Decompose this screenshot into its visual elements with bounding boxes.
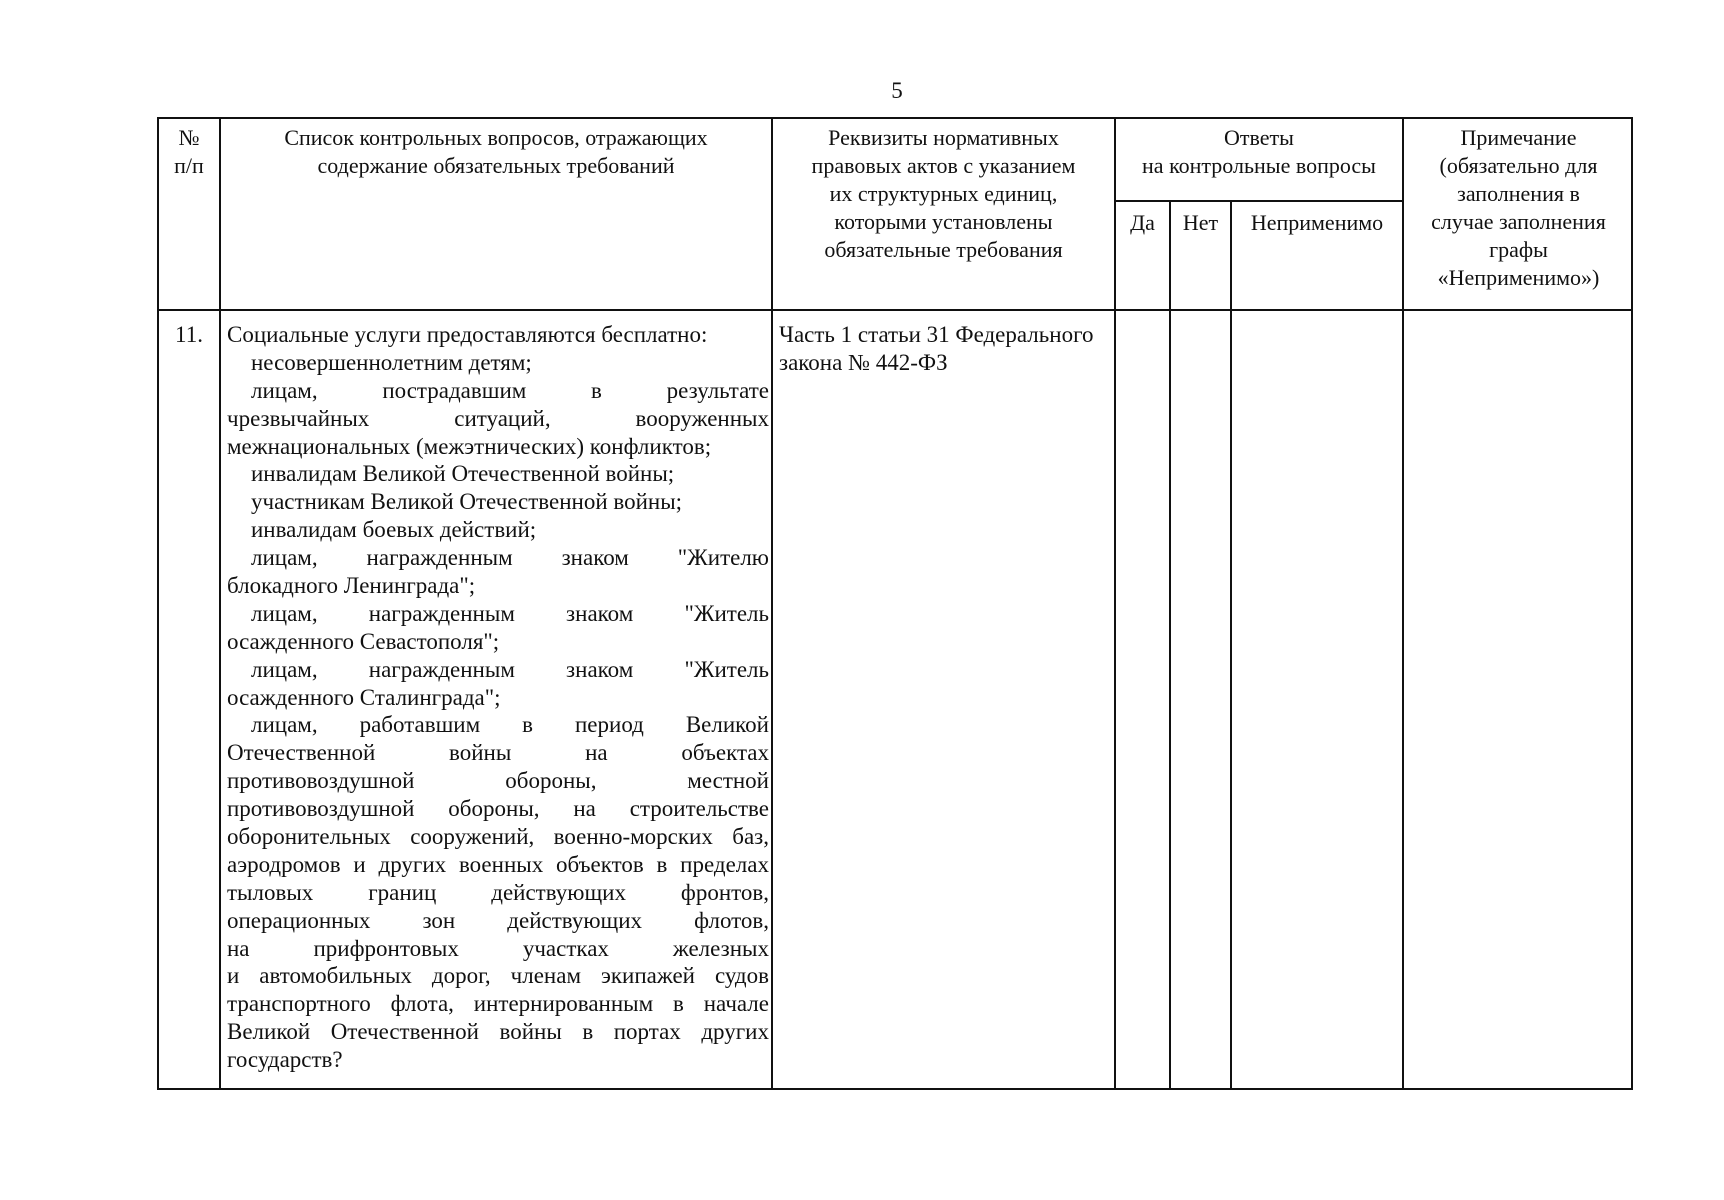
question-line: чрезвычайных ситуаций, вооруженных — [227, 405, 769, 431]
question-line: лицам, пострадавшим в результате — [251, 377, 769, 403]
question-line: Великой Отечественной войны в портах других — [227, 1019, 769, 1045]
column-divider — [1169, 200, 1171, 1088]
question-line: лицам, работавшим в период Великой — [251, 712, 769, 738]
question-line: инвалидам боевых действий; — [251, 517, 537, 543]
question-line: блокадного Ленинграда"; — [227, 573, 476, 599]
question-text — [227, 321, 769, 1074]
question-line: несовершеннолетним детям; — [251, 349, 532, 375]
question-line: участникам Великой Отечественной войны; — [251, 489, 683, 515]
question-line: оборонительных сооружений, военно-морских баз, — [227, 824, 769, 850]
question-line: на прифронтовых участках железных — [227, 935, 769, 961]
question-line: противовоздушной обороны, на строительстве — [227, 796, 769, 822]
question-line: межнациональных (межэтнических) конфликтов; — [227, 433, 712, 459]
answer-not-applicable-cell[interactable] — [1237, 315, 1402, 1084]
answers-subheader-divider — [1114, 200, 1402, 202]
answer-yes-cell[interactable] — [1121, 315, 1169, 1084]
question-line: инвалидам Великой Отечественной войны; — [251, 461, 675, 487]
question-line: операционных зон действующих флотов, — [227, 907, 769, 933]
question-line: транспортного флота, интернированным в начале — [227, 991, 769, 1017]
legal-reference: Часть 1 статьи 31 Федерального закона № 442-ФЗ — [779, 322, 1094, 375]
header-yes: Да — [1130, 210, 1155, 235]
column-divider — [219, 119, 221, 1088]
checklist-table — [157, 117, 1633, 1090]
question-line: Отечественной войны на объектах — [227, 740, 769, 766]
header-bottom-divider — [159, 309, 1631, 311]
column-divider — [1114, 119, 1116, 1088]
header-not-applicable: Неприменимо — [1250, 210, 1384, 235]
header-num: № п/п — [174, 125, 204, 178]
page-number: 5 — [891, 78, 903, 103]
note-cell[interactable] — [1409, 315, 1629, 1084]
question-line: лицам, награжденным знаком "Житель — [251, 656, 769, 682]
question-line: осажденного Севастополя"; — [227, 628, 500, 654]
header-note: Примечание (обязательно для заполнения в случае заполнения графы «Неприменимо») — [1431, 125, 1606, 290]
question-line: аэродромов и других военных объектов в пределах — [227, 851, 769, 877]
header-requisites: Реквизиты нормативных правовых актов с указанием их структурных единиц, которыми установлены обязательные требования — [811, 125, 1076, 262]
column-divider — [1230, 200, 1232, 1088]
question-line: государств? — [227, 1047, 343, 1073]
answer-no-cell[interactable] — [1176, 315, 1230, 1084]
column-divider — [771, 119, 773, 1088]
question-line: осажденного Сталинграда"; — [227, 684, 501, 710]
question-line: тыловых границ действующих фронтов, — [227, 879, 769, 905]
question-line: противовоздушной обороны, местной — [227, 768, 769, 794]
header-questions: Список контрольных вопросов, отражающих содержание обязательных требований — [284, 125, 708, 178]
question-line: Социальные услуги предоставляются бесплатно: — [227, 322, 708, 347]
row-number: 11. — [175, 322, 203, 347]
header-answers: Ответы на контрольные вопросы — [1142, 125, 1376, 178]
question-line: и автомобильных дорог, членам экипажей судов — [227, 963, 769, 989]
question-line: лицам, награжденным знаком "Жителю — [251, 545, 769, 571]
question-line: лицам, награжденным знаком "Житель — [251, 600, 769, 626]
header-no: Нет — [1182, 210, 1219, 235]
